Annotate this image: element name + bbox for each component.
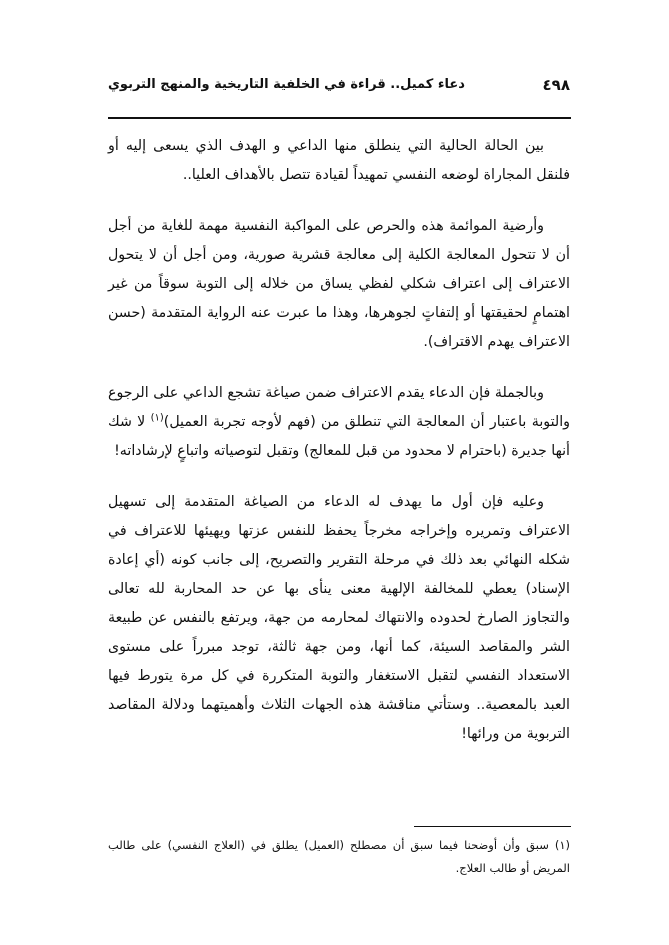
page-number: ٤٩٨: [542, 76, 570, 94]
footnote-rule: [414, 826, 571, 827]
paragraph-3: [108, 379, 570, 466]
paragraph-4: وعليه فإن أول ما يهدف له الدعاء من الصياغة المتقدمة إلى تسهيل الاعتراف وتمريره وإخراجه مخرجاً يحفظ للنفس عزتها ويهيئها للاعتراف في شكله النهائي بعد ذلك في مرحلة التقرير والتصريح، إلى جانب كونه (أي إعادة الإسناد) يعطي للمخالفة الإلهية معنى ينأى بها عن حد المحاربة لله تعالى والتجاوز الصارخ لحدوده والانتهاك لمحارمه من جهة، ويرتفع بالنفس عن طبيعة الشر والمقاصد السيئة، كما أنها، ومن جهة ثالثة، توجد مبرراً على مستوى الاستعداد النفسي لتقبل الاستغفار والتوبة المتكررة في كل مرة يتورط فيها العبد بالمعصية.. وستأتي مناقشة هذه الجهات الثلاث وأهميتهما ودلالة المقاصد التربوية من ورائها!: [108, 494, 570, 742]
paragraph-1: بين الحالة الحالية التي ينطلق منها الداعي و الهدف الذي يسعى إليه أو فلنقل المجاراة لوضعه النفسي تمهيداً لقيادة تتصل بالأهداف العليا..: [108, 138, 570, 183]
footnote-marker[interactable]: (١): [150, 412, 164, 424]
paragraph-3-text-b: لا شك أنها جديرة (باحترام لا محدود من قبل للمعالج) وتقبل لتوصياته واتباعٍ لإرشاداته!: [108, 414, 570, 459]
body-text: [108, 132, 570, 771]
page-header: [108, 74, 570, 100]
paragraph-2: وأرضية الموائمة هذه والحرص على المواكبة النفسية مهمة للغاية من أجل أن لا تتحول المعالجة الكلية إلى معالجة قشرية صورية، ومن أجل أن لا يتحول الاعتراف إلى اعتراف شكلي لفظي يساق من خلاله إلى التوبة سوقاً من غير اهتمامٍ لحقيقتها أو إلتفاتٍ لجوهرها، وهذا ما عبرت عنه الرواية المتقدمة (حسن الاعتراف يهدم الاقتراف).: [108, 218, 570, 350]
footnote-text: (١) سبق وأن أوضحنا فيما سبق أن مصطلح (العميل) يطلق في (العلاج النفسي) على طالب المريض أو طالب العلاج.: [108, 838, 570, 875]
paragraph-3-text-a: وبالجملة فإن الدعاء يقدم الاعتراف ضمن صياغة تشجع الداعي على الرجوع والتوبة باعتبار أن المعالجة التي تنطلق من (فهم لأوجه تجربة العميل): [108, 385, 570, 430]
running-title: دعاء كميل.. قراءة في الخلفية التاريخية والمنهج التربوي: [108, 77, 465, 92]
footnote: [108, 834, 570, 880]
header-rule: [108, 117, 571, 119]
